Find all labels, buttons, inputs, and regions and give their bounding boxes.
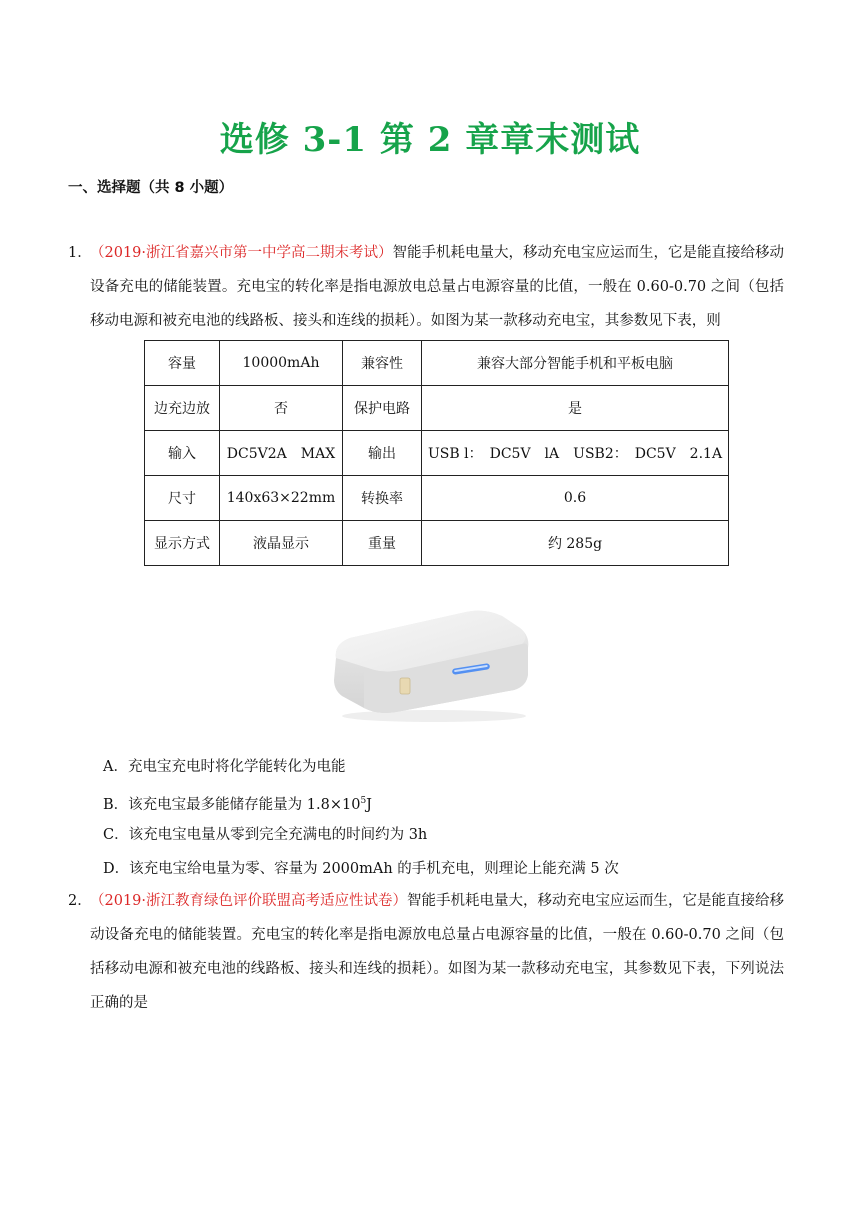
spec-table bbox=[144, 340, 729, 566]
table-cell: 输入 bbox=[145, 431, 220, 476]
table-cell: 容量 bbox=[145, 341, 220, 386]
question-source: （2019·浙江省嘉兴市第一中学高二期末考试） bbox=[90, 245, 393, 261]
table-cell: 转换率 bbox=[343, 476, 422, 521]
power-bank-image bbox=[316, 578, 542, 738]
table-cell: 兼容大部分智能手机和平板电脑 bbox=[422, 341, 729, 386]
option-b bbox=[103, 791, 372, 815]
table-cell: 140x63×22mm bbox=[220, 476, 343, 521]
table-cell: USB l： DC5V lA USB2： DC5V 2.1A bbox=[422, 431, 729, 476]
question-source: （2019·浙江教育绿色评价联盟高考适应性试卷） bbox=[90, 893, 408, 909]
table-cell: 兼容性 bbox=[343, 341, 422, 386]
table-cell: DC5V2A MAX bbox=[220, 431, 343, 476]
section-heading: 一、选择题（共 8 小题） bbox=[68, 180, 234, 196]
table-row bbox=[145, 386, 729, 431]
question-number: 1． bbox=[68, 245, 92, 261]
table-cell: 否 bbox=[220, 386, 343, 431]
table-cell: 液晶显示 bbox=[220, 521, 343, 566]
question-stem: 智能手机耗电量大，移动充电宝应运而生，它是能直接给移动设备充电的储能装置。充电宝的转化率是指电源放电总量占电源容量的比值，一般在 0.60-0.70 之间（包括移动电源和被充电池的线路板、接头和连线的损耗）。如图为某一款移动充电宝，其参数见下表，则 bbox=[90, 245, 785, 329]
table-cell: 重量 bbox=[343, 521, 422, 566]
table-row bbox=[145, 341, 729, 386]
table-cell: 保护电路 bbox=[343, 386, 422, 431]
question-2 bbox=[68, 884, 784, 1020]
option-b-text: B．该充电宝最多能储存能量为 1.8×10 bbox=[103, 796, 361, 813]
question-stem: 智能手机耗电量大，移动充电宝应运而生，它是能直接给移动设备充电的储能装置。充电宝的转化率是指电源放电总量占电源容量的比值，一般在 0.60-0.70 之间（包括移动电源和被充电池的线路板、接头和连线的损耗）。如图为某一款移动充电宝，其参数见下表，下列说法正确的是 bbox=[90, 893, 785, 1011]
option-b-unit: J bbox=[366, 796, 372, 813]
table-cell: 显示方式 bbox=[145, 521, 220, 566]
option-b-exponent: 5 bbox=[360, 796, 367, 806]
question-1 bbox=[68, 236, 784, 338]
option-a: A．充电宝充电时将化学能转化为电能 bbox=[103, 759, 346, 775]
table-row bbox=[145, 431, 729, 476]
table-cell: 10000mAh bbox=[220, 341, 343, 386]
option-d: D．该充电宝给电量为零、容量为 2000mAh 的手机充电，则理论上能充满 5 次 bbox=[103, 861, 619, 877]
table-cell: 是 bbox=[422, 386, 729, 431]
table-cell: 输出 bbox=[343, 431, 422, 476]
question-number: 2． bbox=[68, 893, 92, 909]
option-c: C．该充电宝电量从零到完全充满电的时间约为 3h bbox=[103, 827, 428, 843]
table-row bbox=[145, 476, 729, 521]
table-cell: 尺寸 bbox=[145, 476, 220, 521]
table-row bbox=[145, 521, 729, 566]
table-cell: 0.6 bbox=[422, 476, 729, 521]
table-cell: 约 285g bbox=[422, 521, 729, 566]
table-cell: 边充边放 bbox=[145, 386, 220, 431]
page-title: 选修 3-1 第 2 章章末测试 bbox=[219, 120, 641, 160]
